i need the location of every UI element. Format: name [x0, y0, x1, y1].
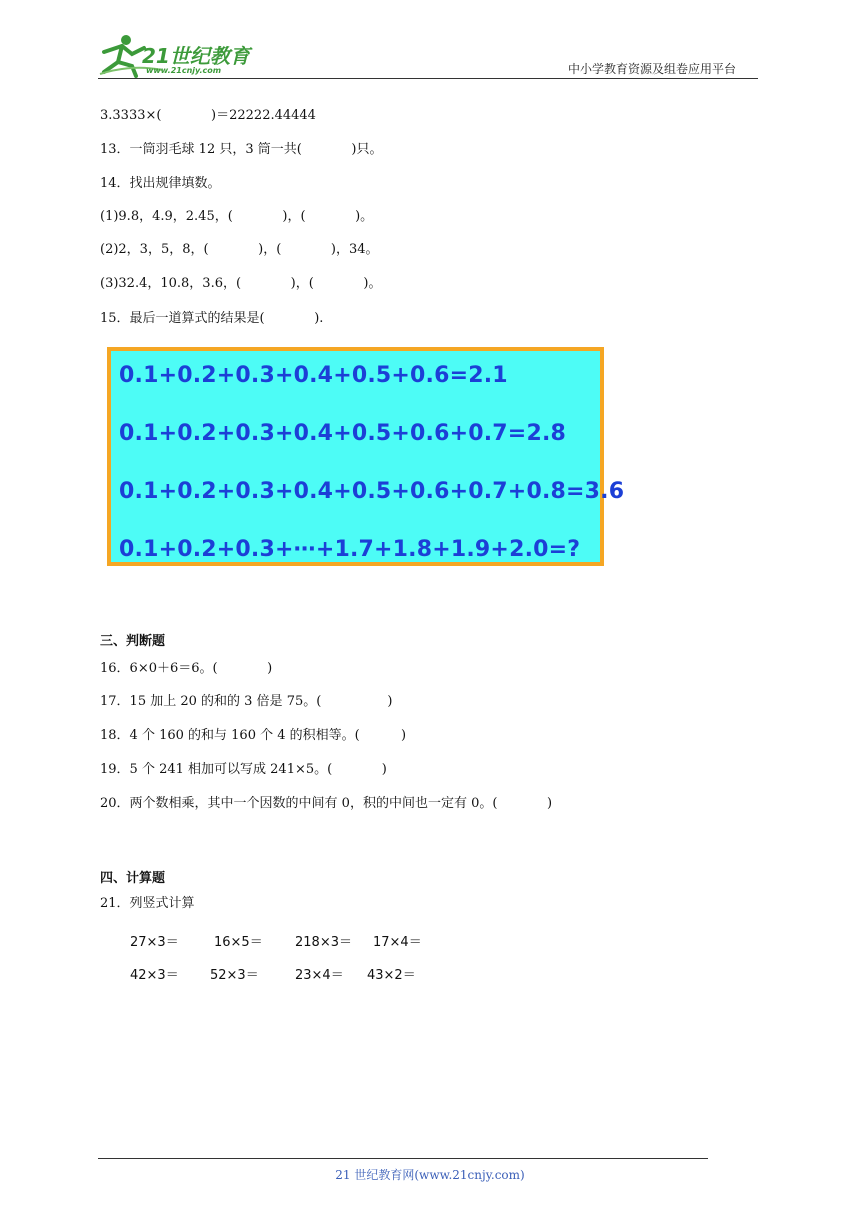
calc-item: 52×3＝ — [210, 968, 259, 983]
logo-url: www.21cnjy.com — [146, 66, 222, 75]
equation-2: 0.1+0.2+0.3+0.4+0.5+0.6+0.7=2.8 — [119, 421, 567, 446]
question-14-part2: (2)2，3，5，8，( )，( )，34。 — [100, 242, 379, 257]
section-title-calculation: 四、计算题 — [100, 871, 166, 886]
section-title-judgement: 三、判断题 — [100, 634, 166, 649]
question-13: 13．一筒羽毛球 12 只，3 筒一共( )只。 — [100, 142, 383, 157]
footer-source[interactable]: 21 世纪教育网(www.21cnjy.com) — [335, 1168, 525, 1182]
equation-4: 0.1+0.2+0.3+⋯+1.7+1.8+1.9+2.0=? — [119, 537, 581, 562]
question-20: 20．两个数相乘，其中一个因数的中间有 0，积的中间也一定有 0。( ) — [100, 796, 553, 811]
question-line: 3.3333×( )＝22222.44444 — [100, 108, 316, 123]
header-divider — [98, 78, 758, 79]
calc-item: 23×4＝ — [295, 968, 344, 983]
header-platform-text: 中小学教育资源及组卷应用平台 — [568, 62, 737, 76]
question-18: 18．4 个 160 的和与 160 个 4 的积相等。( ) — [100, 728, 407, 743]
equation-1: 0.1+0.2+0.3+0.4+0.5+0.6=2.1 — [119, 363, 508, 388]
question-14-part1: (1)9.8，4.9，2.45，( )，( )。 — [100, 209, 374, 224]
calc-item: 42×3＝ — [130, 968, 179, 983]
question-14: 14．找出规律填数。 — [100, 176, 221, 191]
logo-text: 21世纪教育 — [142, 44, 250, 68]
equation-figure — [107, 347, 625, 566]
question-21: 21．列竖式计算 — [100, 896, 195, 911]
question-19: 19．5 个 241 相加可以写成 241×5。( ) — [100, 762, 387, 777]
footer-divider — [98, 1158, 708, 1159]
calc-item: 218×3＝ — [295, 935, 352, 950]
question-15: 15．最后一道算式的结果是( ). — [100, 311, 324, 326]
site-logo — [92, 30, 262, 80]
question-14-part3: (3)32.4，10.8，3.6，( )，( )。 — [100, 276, 382, 291]
calc-item: 17×4＝ — [373, 935, 422, 950]
calc-item: 16×5＝ — [214, 935, 263, 950]
equation-3: 0.1+0.2+0.3+0.4+0.5+0.6+0.7+0.8=3.6 — [119, 479, 625, 504]
calc-item: 27×3＝ — [130, 935, 179, 950]
question-16: 16．6×0＋6＝6。( ) — [100, 661, 273, 676]
question-17: 17．15 加上 20 的和的 3 倍是 75。( ) — [100, 694, 393, 709]
calc-item: 43×2＝ — [367, 968, 416, 983]
